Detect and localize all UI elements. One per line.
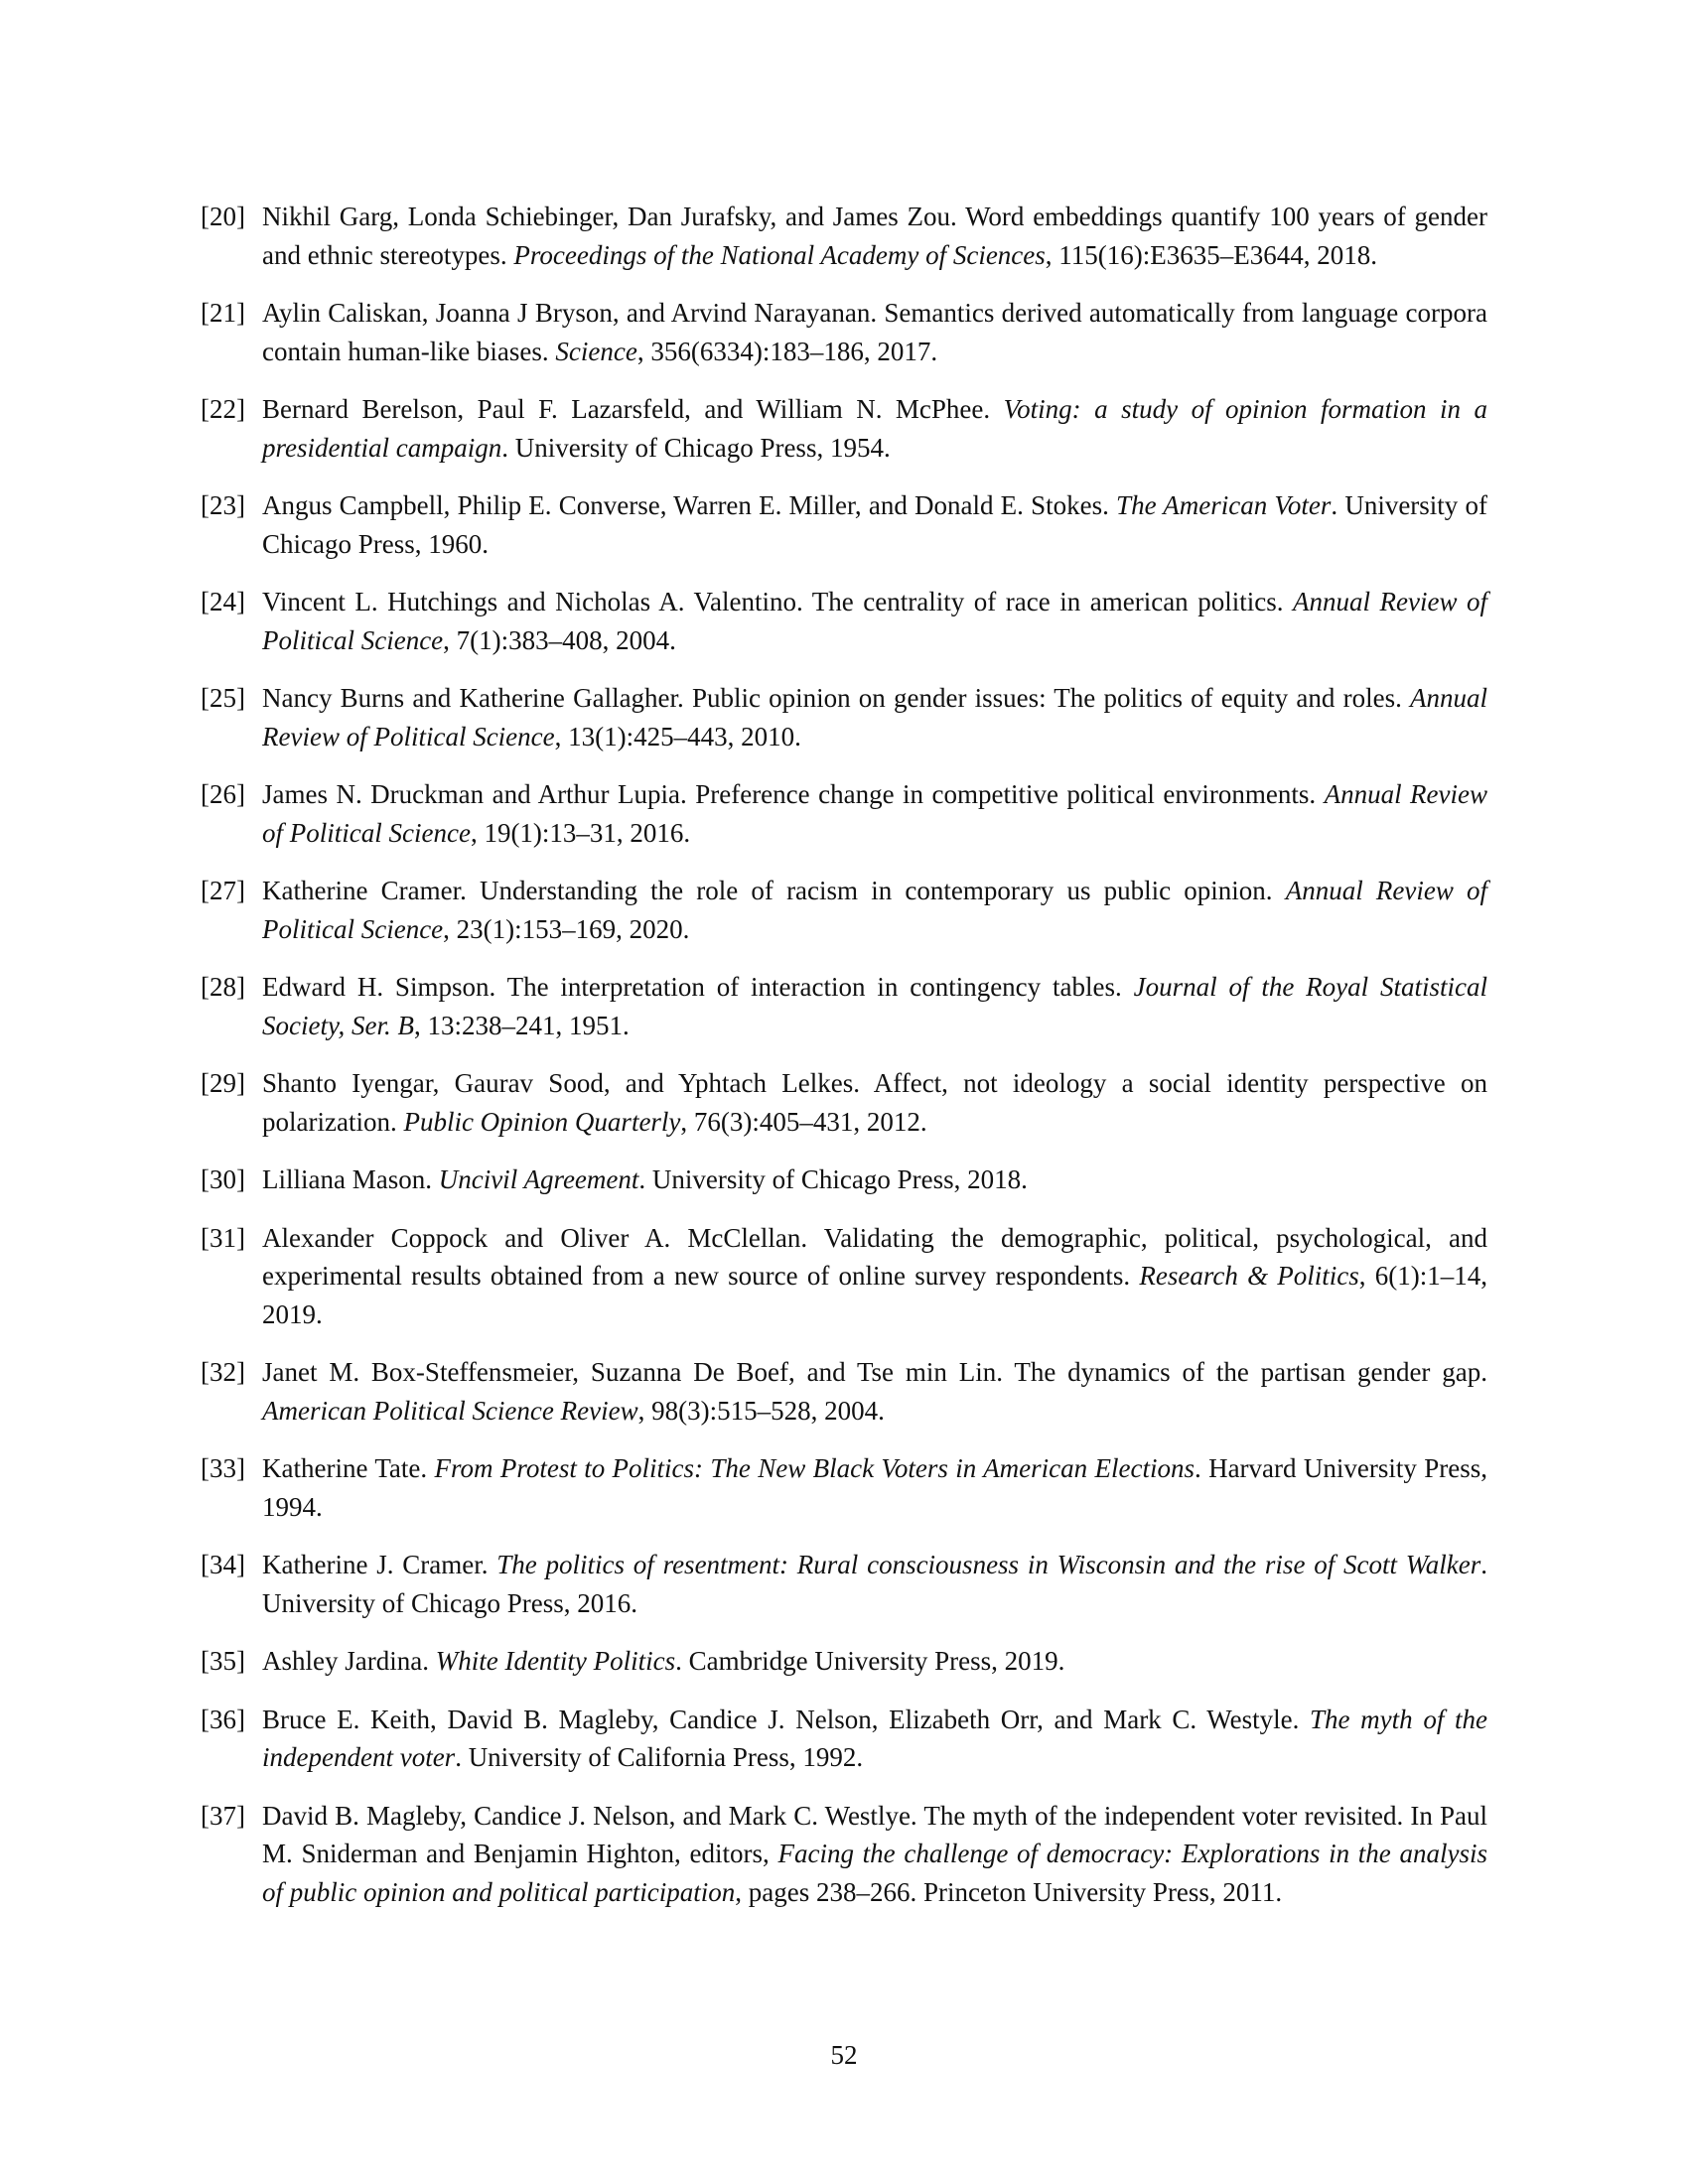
reference-text: Angus Campbell, Philip E. Converse, Warren E. Miller, and Donald E. Stokes.	[262, 490, 1117, 520]
reference-item	[201, 1797, 1487, 1912]
reference-item	[201, 1353, 1487, 1430]
reference-number: [34]	[201, 1550, 245, 1579]
reference-text: Edward H. Simpson. The interpretation of interaction in contingency tables.	[262, 972, 1134, 1002]
reference-number: [23]	[201, 490, 245, 520]
reference-number: [22]	[201, 394, 245, 424]
reference-details: , 19(1):13–31, 2016.	[470, 817, 691, 848]
reference-item	[201, 872, 1487, 948]
reference-details: , 13(1):425–443, 2010.	[554, 721, 801, 751]
reference-number: [29]	[201, 1068, 245, 1098]
reference-text: Alexander Coppock and Oliver A. McClellan. Validating the demographic, political, psychological, and experimental results obtained from a new source of online survey respondents.	[262, 1222, 1487, 1291]
reference-item	[201, 486, 1487, 563]
reference-item	[201, 1064, 1487, 1141]
reference-details: . University of Chicago Press, 1960.	[262, 490, 1487, 559]
reference-item	[201, 294, 1487, 370]
reference-venue: The American Voter	[1116, 490, 1332, 520]
reference-details: . University of California Press, 1992.	[455, 1742, 864, 1772]
reference-venue: The myth of the independent voter	[262, 1704, 1487, 1772]
reference-details: , 98(3):515–528, 2004.	[637, 1395, 885, 1426]
reference-number: [28]	[201, 972, 245, 1002]
reference-details: . University of Chicago Press, 1954.	[501, 432, 891, 463]
reference-details: , 356(6334):183–186, 2017.	[636, 336, 938, 366]
reference-details: , pages 238–266. Princeton University Press, 2011.	[735, 1876, 1283, 1907]
reference-number: [35]	[201, 1646, 245, 1676]
reference-details: , 13:238–241, 1951.	[413, 1010, 630, 1040]
reference-text: Ashley Jardina.	[262, 1646, 436, 1676]
reference-details: , 7(1):383–408, 2004.	[443, 624, 676, 655]
reference-number: [36]	[201, 1704, 245, 1734]
reference-number: [27]	[201, 876, 245, 905]
reference-item	[201, 390, 1487, 467]
reference-details: . Harvard University Press, 1994.	[262, 1453, 1487, 1522]
reference-venue: American Political Science Review	[262, 1395, 638, 1426]
reference-venue: Facing the challenge of democracy: Explorations in the analysis of public opinion and political participation	[262, 1839, 1488, 1907]
reference-venue: Voting: a study of opinion formation in a presidential campaign	[262, 394, 1487, 463]
reference-venue: From Protest to Politics: The New Black Voters in American Elections	[434, 1453, 1195, 1483]
reference-venue: Science	[555, 336, 637, 366]
reference-venue: Uncivil Agreement	[438, 1164, 639, 1194]
reference-text: Lilliana Mason.	[262, 1164, 439, 1194]
reference-text: Nancy Burns and Katherine Gallagher. Public opinion on gender issues: The politics of equity and roles.	[262, 683, 1410, 713]
reference-text: David B. Magleby, Candice J. Nelson, and Mark C. Westlye. The myth of the independent voter revisited. In Paul M. Sniderman and Benjamin Highton, editors,	[262, 1800, 1487, 1868]
reference-details: . Cambridge University Press, 2019.	[675, 1646, 1065, 1676]
reference-venue: Proceedings of the National Academy of Sciences	[513, 239, 1046, 270]
reference-venue: Journal of the Royal Statistical Society, Ser. B	[262, 972, 1487, 1040]
reference-number: [33]	[201, 1453, 245, 1483]
reference-number: [21]	[201, 298, 245, 328]
reference-details: , 115(16):E3635–E3644, 2018.	[1045, 239, 1377, 270]
reference-number: [24]	[201, 587, 245, 616]
reference-text: Shanto Iyengar, Gaurav Sood, and Yphtach Lelkes. Affect, not ideology a social identity perspective on polarization.	[262, 1068, 1487, 1137]
reference-venue: Research & Politics	[1139, 1261, 1359, 1291]
reference-number: [30]	[201, 1164, 245, 1194]
reference-venue: Annual Review of Political Science	[262, 779, 1487, 848]
reference-number: [26]	[201, 779, 245, 809]
reference-details: , 23(1):153–169, 2020.	[443, 913, 690, 944]
reference-text: Katherine Cramer. Understanding the role of racism in contemporary us public opinion.	[262, 876, 1286, 905]
reference-item	[201, 1546, 1487, 1622]
reference-item	[201, 1642, 1487, 1681]
reference-details: , 6(1):1–14, 2019.	[262, 1261, 1487, 1329]
reference-text: Vincent L. Hutchings and Nicholas A. Valentino. The centrality of race in american politics.	[262, 587, 1293, 616]
reference-item	[201, 968, 1487, 1044]
reference-text: James N. Druckman and Arthur Lupia. Preference change in competitive political environments.	[262, 779, 1325, 809]
reference-venue: White Identity Politics	[435, 1646, 676, 1676]
reference-number: [20]	[201, 202, 245, 231]
reference-text: Nikhil Garg, Londa Schiebinger, Dan Jurafsky, and James Zou. Word embeddings quantify 100 years of gender and ethnic stereotypes.	[262, 202, 1487, 270]
reference-details: , 76(3):405–431, 2012.	[680, 1106, 927, 1137]
reference-text: Katherine Tate.	[262, 1453, 435, 1483]
reference-venue: Annual Review of Political Science	[262, 876, 1487, 944]
reference-number: [25]	[201, 683, 245, 713]
reference-item	[201, 1160, 1487, 1199]
reference-item	[201, 775, 1487, 852]
reference-text: Katherine J. Cramer.	[262, 1550, 497, 1579]
reference-text: Bruce E. Keith, David B. Magleby, Candice J. Nelson, Elizabeth Orr, and Mark C. Westyle.	[262, 1704, 1311, 1734]
reference-number: [31]	[201, 1222, 245, 1253]
reference-item	[201, 679, 1487, 755]
reference-venue: The politics of resentment: Rural consciousness in Wisconsin and the rise of Scott Walker	[496, 1550, 1481, 1579]
reference-list	[201, 198, 1487, 1931]
reference-text: Bernard Berelson, Paul F. Lazarsfeld, and William N. McPhee.	[262, 394, 1004, 424]
reference-text: Aylin Caliskan, Joanna J Bryson, and Arvind Narayanan. Semantics derived automatically from language corpora contain human-like biases.	[262, 298, 1487, 366]
reference-number: [37]	[201, 1800, 245, 1831]
page-number: 52	[830, 2040, 858, 2070]
reference-venue: Annual Review of Political Science	[262, 587, 1488, 655]
reference-details: . University of Chicago Press, 2016.	[262, 1550, 1487, 1618]
reference-venue: Public Opinion Quarterly	[403, 1106, 681, 1137]
reference-item	[201, 1701, 1487, 1777]
reference-item	[201, 1219, 1487, 1334]
reference-details: . University of Chicago Press, 2018.	[638, 1164, 1028, 1194]
reference-text: Janet M. Box-Steffensmeier, Suzanna De Boef, and Tse min Lin. The dynamics of the partisan gender gap.	[262, 1357, 1487, 1387]
reference-item	[201, 198, 1487, 274]
reference-number: [32]	[201, 1357, 245, 1387]
reference-venue: Annual Review of Political Science	[262, 683, 1487, 751]
reference-item	[201, 1449, 1487, 1526]
reference-item	[201, 583, 1487, 659]
